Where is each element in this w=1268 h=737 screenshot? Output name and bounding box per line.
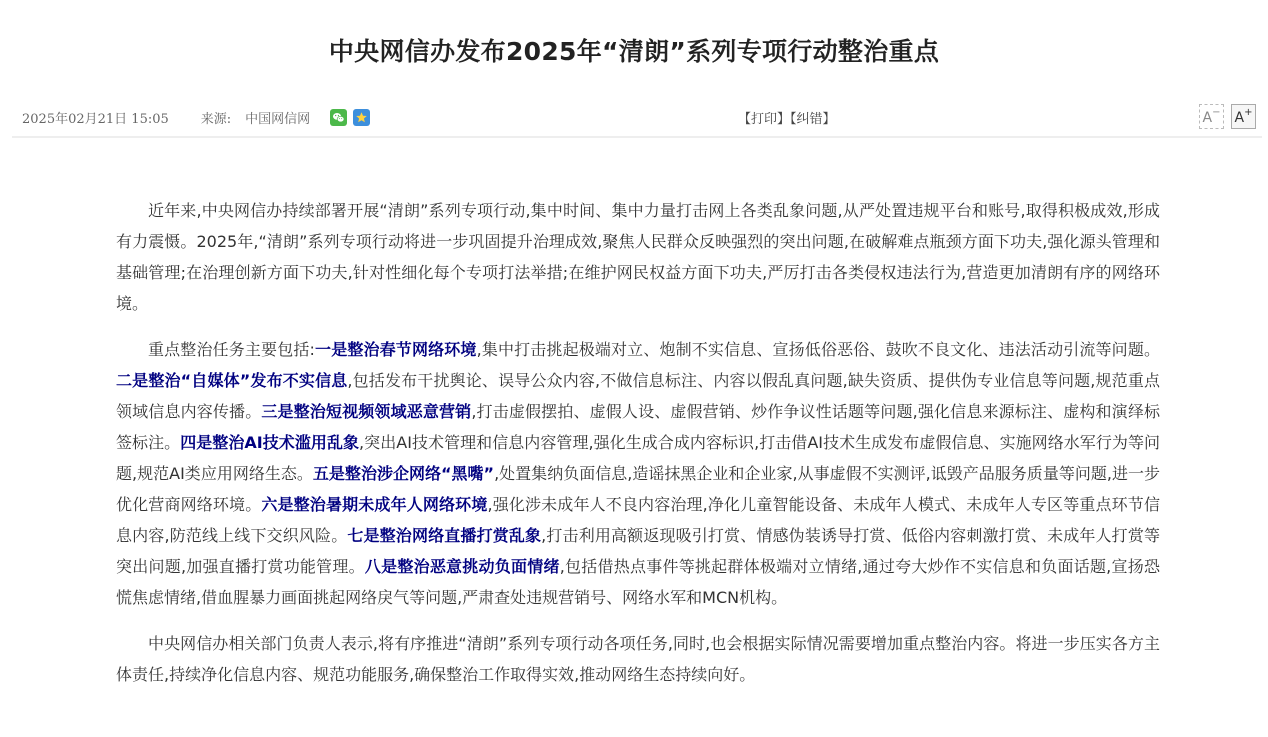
task-2-desc: ,包括发布干扰舆论、误导公众内容,不做信息标注、内容以假乱真问题,缺失资质、提供伪专业信息等问题,规范重点领域信息内容传播。: [116, 371, 1160, 421]
task-4-desc: ,突出AI技术管理和信息内容管理,强化生成合成内容标识,打击借AI技术生成发布虚假信息、实施网络水军行为等问题,规范AI类应用网络生态。: [116, 433, 1160, 483]
task-6-title: 六是整治暑期未成年人网络环境: [261, 495, 488, 514]
font-increase-label: A: [1234, 110, 1245, 126]
meta-left: [22, 108, 376, 127]
wechat-glyph: [332, 111, 345, 124]
source-label: 来源:: [200, 112, 232, 127]
minus-icon: −: [1212, 107, 1221, 118]
meta-actions: [738, 108, 836, 127]
task-5-title: 五是整治涉企网络“黑嘴”: [312, 464, 495, 483]
p2-intro: 重点整治任务主要包括:: [148, 340, 315, 359]
plus-icon: +: [1244, 107, 1253, 118]
paragraph-3: 中央网信办相关部门负责人表示,将有序推进“清朗”系列专项行动各项任务,同时,也会根据实际情况需要增加重点整治内容。将进一步压实各方主体责任,持续净化信息内容、规范功能服务,确保整治工作取得实效,推动网络生态持续向好。: [116, 634, 1160, 684]
paragraph-2: [116, 334, 1160, 613]
paragraph-1: 近年来,中央网信办持续部署开展“清朗”系列专项行动,集中时间、集中力量打击网上各类乱象问题,从严处置违规平台和账号,取得积极成效,形成有力震慑。2025年,“清朗”系列专项行动将进一步巩固提升治理成效,聚焦人民群众反映强烈的突出问题,在破解难点瓶颈方面下功夫,强化源头管理和基础管理;在治理创新方面下功夫,针对性细化每个专项打法举措;在维护网民权益方面下功夫,严厉打击各类侵权违法行为,营造更加清朗有序的网络环境。: [116, 201, 1160, 313]
font-decrease-button[interactable]: [1199, 104, 1224, 129]
article-meta-bar: [12, 102, 1262, 138]
qzone-icon[interactable]: [353, 109, 370, 126]
task-8-title: 八是整治恶意挑动负面情绪: [364, 557, 560, 576]
task-5-desc: ,处置集纳负面信息,造谣抹黑企业和企业家,从事虚假不实测评,诋毁产品服务质量等问题,进一步优化营商网络环境。: [116, 464, 1160, 514]
task-8-desc: ,包括借热点事件等挑起群体极端对立情绪,通过夸大炒作不实信息和负面话题,宣扬恐慌焦虑情绪,借血腥暴力画面挑起网络戾气等问题,严肃查处违规营销号、网络水军和MCN机构。: [116, 557, 1160, 607]
task-4-title: 四是整治AI技术滥用乱象: [180, 433, 360, 452]
print-link[interactable]: 【打印】: [738, 112, 791, 127]
font-decrease-label: A: [1202, 110, 1213, 126]
article-title: 中央网信办发布2025年“清朗”系列专项行动整治重点: [328, 37, 940, 66]
correct-link[interactable]: 【纠错】: [790, 112, 836, 127]
task-1-title: 一是整治春节网络环境: [314, 340, 477, 359]
wechat-icon[interactable]: [330, 109, 347, 126]
task-3-desc: ,打击虚假摆拍、虚假人设、虚假营销、炒作争议性话题等问题,强化信息来源标注、虚构和演绎标签标注。: [116, 402, 1160, 452]
article-body: [116, 195, 1160, 705]
task-6-desc: ,强化涉未成年人不良内容治理,净化儿童智能设备、未成年人模式、未成年人专区等重点环节信息内容,防范线上线下交织风险。: [116, 495, 1160, 545]
task-1-desc: ,集中打击挑起极端对立、炮制不实信息、宣扬低俗恶俗、鼓吹不良文化、违法活动引流等问题。: [476, 340, 1160, 359]
task-2-title: 二是整治“自媒体”发布不实信息: [116, 371, 348, 390]
font-size-controls: [1199, 104, 1256, 129]
qzone-glyph: [355, 111, 368, 124]
task-7-desc: ,打击利用高额返现吸引打赏、情感伪装诱导打赏、低俗内容刺激打赏、未成年人打赏等突出问题,加强直播打赏功能管理。: [116, 526, 1160, 576]
font-increase-button[interactable]: [1231, 104, 1256, 129]
task-7-title: 七是整治网络直播打赏乱象: [347, 526, 542, 545]
source-name: 中国网信网: [245, 112, 311, 127]
publish-date: 2025年02月21日 15:05: [22, 112, 169, 127]
task-3-title: 三是整治短视频领域恶意营销: [261, 402, 472, 421]
